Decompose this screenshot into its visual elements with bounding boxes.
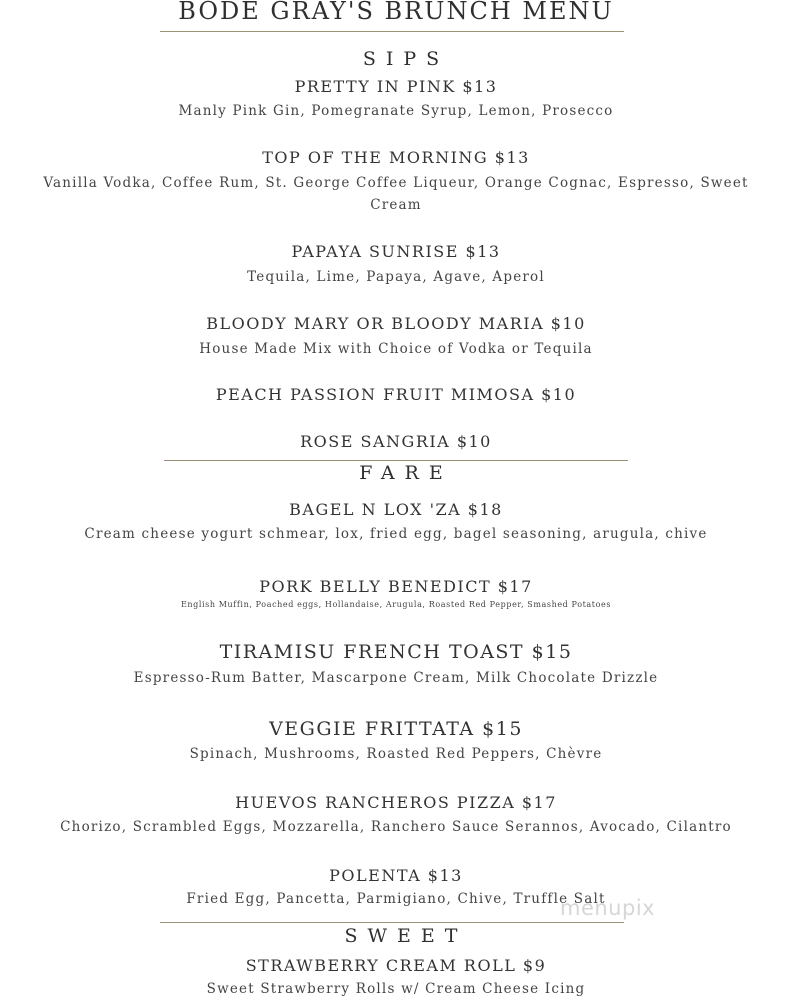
menu-item-name: BAGEL N LOX 'ZA $18 <box>289 500 503 519</box>
menu-item-description: Chorizo, Scrambled Eggs, Mozzarella, Ranchero Sauce Serannos, Avocado, Cilantro <box>60 819 732 835</box>
menu-item-description: Manly Pink Gin, Pomegranate Syrup, Lemon, Prosecco <box>178 103 614 119</box>
menu-item-description: Espresso-Rum Batter, Mascarpone Cream, Milk Chocolate Drizzle <box>133 670 659 686</box>
menu-item-description: Spinach, Mushrooms, Roasted Red Peppers, Chèvre <box>189 746 603 762</box>
menu-item-name: ROSE SANGRIA $10 <box>300 432 492 451</box>
menu-item-name: BLOODY MARY OR BLOODY MARIA $10 <box>206 314 586 333</box>
menu-item-name: HUEVOS RANCHEROS PIZZA $17 <box>235 793 557 812</box>
menu-item-name: PEACH PASSION FRUIT MIMOSA $10 <box>215 385 577 404</box>
section-divider <box>160 922 624 923</box>
menu-item-description: Sweet Strawberry Rolls w/ Cream Cheese Icing <box>206 981 586 997</box>
menu-item-name: STRAWBERRY CREAM ROLL $9 <box>245 956 547 975</box>
menu-item-description: Vanilla Vodka, Coffee Rum, St. George Coffee Liqueur, Orange Cognac, Espresso, Sweet <box>43 175 749 191</box>
menu-item-name: TIRAMISU FRENCH TOAST $15 <box>219 641 573 663</box>
menu-item-description: Fried Egg, Pancetta, Parmigiano, Chive, Truffle Salt <box>186 891 606 907</box>
menu-item-description: English Muffin, Poached eggs, Hollandaise, Arugula, Roasted Red Pepper, Smashed Potatoes <box>180 600 612 609</box>
section-divider <box>164 460 628 461</box>
section-heading-fare: FARE <box>359 462 453 484</box>
menu-item-name: PRETTY IN PINK $13 <box>294 77 498 96</box>
title-divider <box>160 31 624 32</box>
watermark-logo: menupix <box>560 896 656 920</box>
menu-item-description: Cream <box>370 197 422 213</box>
menu-item-name: POLENTA $13 <box>329 866 463 885</box>
menu-item-name: PAPAYA SUNRISE $13 <box>291 242 501 261</box>
section-heading-sips: SIPS <box>362 48 450 70</box>
section-heading-sweet: SWEET <box>344 925 468 947</box>
menu-item-name: TOP OF THE MORNING $13 <box>262 148 530 167</box>
menu-item-name: PORK BELLY BENEDICT $17 <box>259 577 533 596</box>
menu-item-description: Tequila, Lime, Papaya, Agave, Aperol <box>247 269 545 285</box>
menu-item-description: Cream cheese yogurt schmear, lox, fried egg, bagel seasoning, arugula, chive <box>84 526 708 542</box>
menu-item-description: House Made Mix with Choice of Vodka or Tequila <box>199 341 593 357</box>
menu-item-name: VEGGIE FRITTATA $15 <box>269 718 523 740</box>
menu-title: BODE GRAY'S BRUNCH MENU <box>178 0 614 25</box>
